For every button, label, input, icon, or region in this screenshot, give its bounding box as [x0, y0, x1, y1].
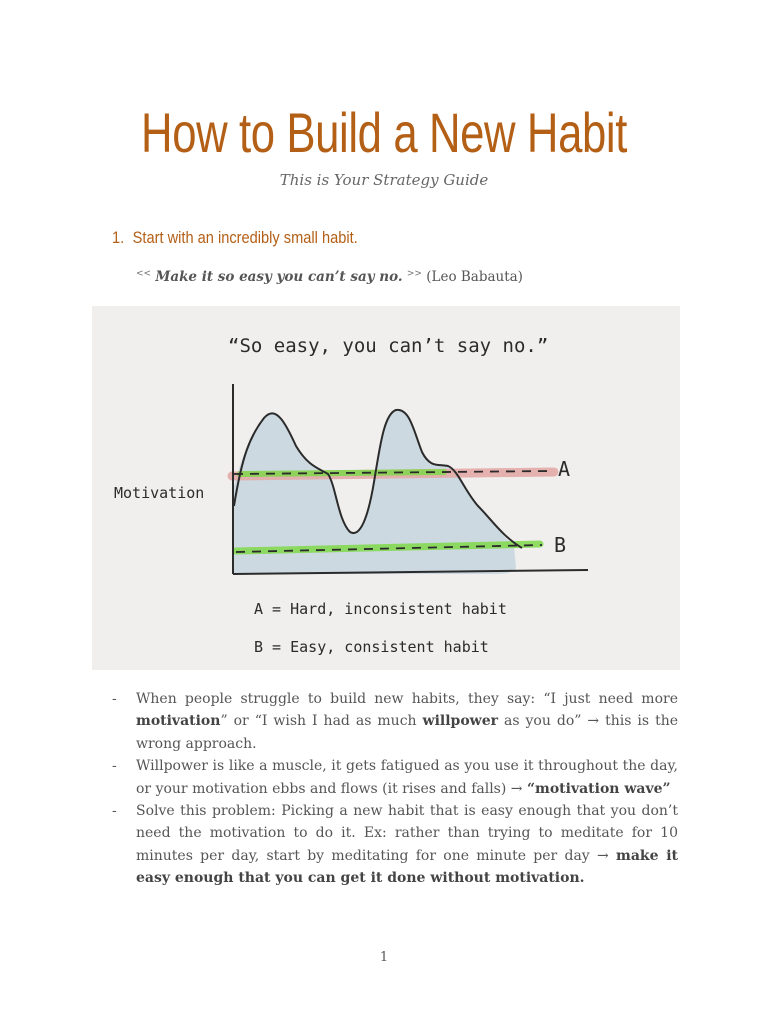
bullet-text: When people struggle to build new habits, they say: “I just need more motivation” or “I wish I had as much willpower as you do” → this is the wrong approach.: [136, 691, 679, 752]
line-a-label: A: [558, 457, 571, 481]
section-heading: [112, 228, 358, 248]
list-item: [112, 800, 678, 890]
quote-open-mark: <<: [136, 269, 152, 279]
bullet-text: Willpower is like a muscle, it gets fatigued as you use it throughout the day, or your motivation ebbs and flows (it rises and falls) → “motivation wave”: [136, 758, 678, 797]
list-item: [112, 688, 678, 755]
list-item: [112, 755, 678, 800]
page-title: How to Build a New Habit: [141, 101, 627, 164]
page-subtitle: This is Your Strategy Guide: [279, 171, 489, 189]
figure-title: “So easy, you can’t say no.”: [228, 335, 549, 357]
section-heading-text: Start with an incredibly small habit.: [132, 228, 358, 247]
motivation-wave-figure: [92, 306, 680, 670]
bullet-dash: -: [112, 758, 117, 775]
quote-close-mark: >>: [406, 269, 422, 279]
bullet-text: Solve this problem: Picking a new habit that is easy enough that you don’t need the motivation to do it. Ex: rather than trying to meditate for 10 minutes per day, start by meditating for one minute per day → make it easy enough that you can get it done without motivation.: [136, 803, 678, 887]
quote-attribution: (Leo Babauta): [426, 269, 523, 285]
quote-text: Make it so easy you can’t say no.: [155, 269, 403, 285]
page-number: 1: [379, 950, 389, 965]
y-axis-label: Motivation: [114, 484, 205, 502]
legend-a: A = Hard, inconsistent habit: [254, 600, 507, 618]
motivation-wave-illustration: [92, 306, 680, 670]
line-b-label: B: [554, 533, 567, 557]
bullet-list: [112, 688, 678, 890]
section-number: 1.: [112, 228, 125, 247]
quote: [136, 269, 523, 285]
bullet-dash: -: [112, 691, 117, 707]
legend-b: B = Easy, consistent habit: [254, 638, 489, 656]
bullet-dash: -: [112, 803, 117, 820]
